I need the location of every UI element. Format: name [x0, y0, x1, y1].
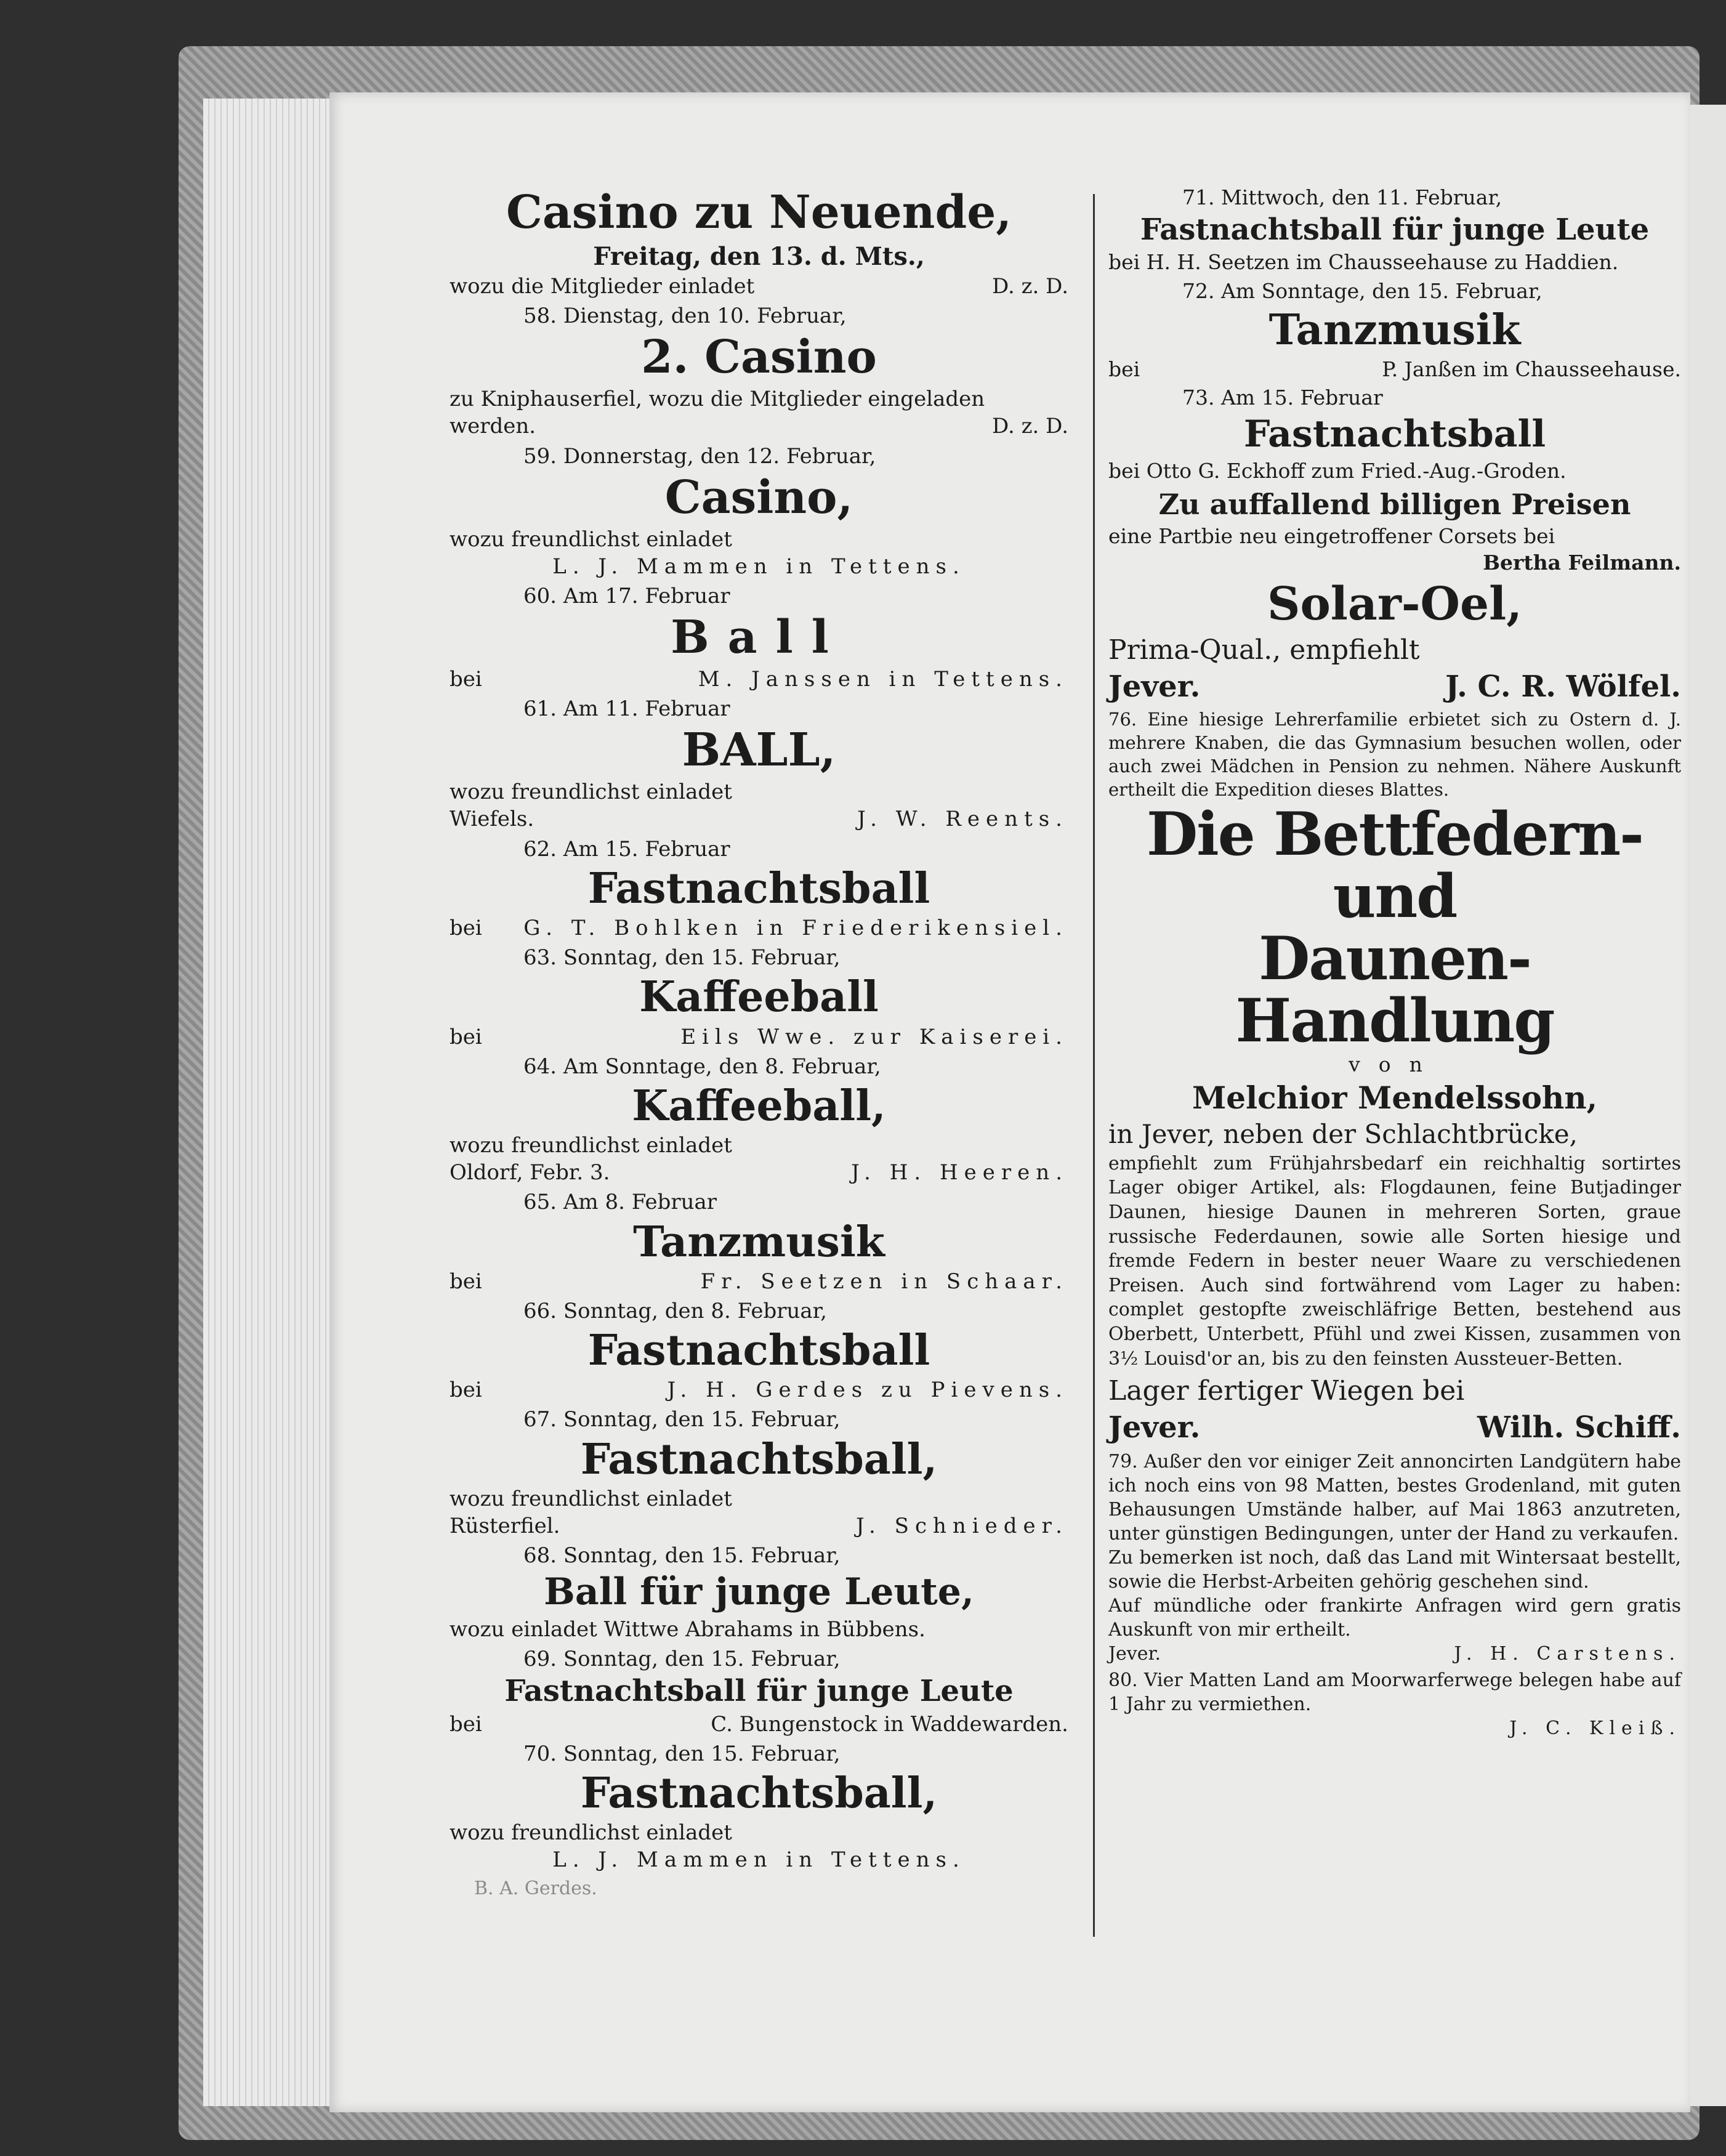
ad-text: Auf mündliche oder frankirte Anfragen wird gern gratis Auskunft von mir ertheilt. — [1108, 1594, 1681, 1641]
ad-signature: Bertha Feilmann. — [1483, 551, 1681, 575]
ad-line: bei H. H. Seetzen im Chausseehause zu Haddien. — [1108, 249, 1619, 274]
ad-prefix: bei — [450, 1711, 482, 1737]
ad-number: 59. Donnerstag, den 12. Februar, — [523, 443, 876, 469]
ad-number: 66. Sonntag, den 8. Februar, — [523, 1298, 827, 1323]
ad-80 — [1108, 1668, 1681, 1740]
ad-prefix: bei — [450, 1024, 482, 1049]
ad-headline: Kaffeeball, — [632, 1081, 886, 1131]
ad-row — [450, 1376, 1068, 1403]
ad-79 — [1108, 1450, 1681, 1666]
ad-61 — [450, 695, 1068, 833]
ad-66 — [450, 1298, 1068, 1404]
ad-headline: Fastnachtsball — [1243, 413, 1546, 456]
page-edges — [203, 99, 333, 2106]
ad-line: wozu die Mitglieder einladet — [450, 273, 755, 299]
ad-prefix: bei — [450, 1378, 482, 1403]
ad-signature: C. Bungenstock in Waddewarden. — [711, 1711, 1068, 1737]
ad-number: 64. Am Sonntage, den 8. Februar, — [523, 1054, 881, 1079]
ad-line: zu Kniphauserfiel, wozu die Mitglieder eingeladen — [450, 387, 985, 412]
ad-number: 68. Sonntag, den 15. Februar, — [523, 1543, 841, 1569]
ad-signature: D. z. D. — [991, 414, 1068, 439]
newspaper-page — [329, 92, 1690, 2112]
ad-row — [1108, 1642, 1681, 1666]
ad-headline: Ball für junge Leute, — [544, 1570, 974, 1614]
ad-place: in Jever, neben der Schlachtbrücke, — [1108, 1119, 1578, 1150]
ad-signature: J. C. R. Wölfel. — [1445, 669, 1681, 705]
ad-row — [450, 273, 1068, 300]
ad-prefix: bei — [450, 667, 482, 692]
ad-headline: Fastnachtsball für junge Leute — [1140, 212, 1650, 247]
ad-signature: J. H. Carstens. — [1454, 1642, 1681, 1665]
ad-number: 72. Am Sonntage, den 15. Februar, — [1182, 278, 1543, 303]
ad-place: Oldorf, Febr. 3. — [450, 1160, 610, 1185]
ad-headline: Casino zu Neuende, — [506, 186, 1012, 239]
column-rule — [1093, 194, 1095, 1937]
ad-67 — [450, 1406, 1068, 1540]
ad-number: 62. Am 15. Februar — [523, 836, 730, 862]
ad-prefix: bei — [450, 1269, 482, 1294]
ad-signature: Fr. Seetzen in Schaar. — [700, 1269, 1068, 1294]
ad-place: Jever. — [1108, 1410, 1201, 1445]
ad-line: Prima-Qual., empfiehlt — [1108, 634, 1420, 666]
ad-headline: Daunen-Handlung — [1235, 923, 1554, 1056]
ad-headline: Tanzmusik — [1268, 305, 1521, 355]
ad-number: 58. Dienstag, den 10. Februar, — [523, 304, 847, 329]
ad-75 — [1108, 579, 1681, 706]
ad-signature: Eils Wwe. zur Kaiserei. — [680, 1024, 1068, 1049]
ad-signature: P. Janßen im Chausseehause. — [1382, 357, 1681, 381]
ad-headline: Die Bettfedern- und — [1147, 799, 1643, 932]
ad-78 — [1108, 1373, 1681, 1447]
right-column — [1108, 185, 1681, 1743]
ad-row — [1108, 668, 1681, 706]
ad-row — [450, 914, 1068, 942]
ad-row — [450, 1023, 1068, 1051]
ad-line: wozu einladet Wittwe Abrahams in Bübbens. — [450, 1617, 926, 1642]
ad-prefix: bei — [1108, 357, 1140, 381]
ad-73 — [1108, 385, 1681, 484]
ad-line: eine Partbie neu eingetroffener Corsets bei — [1108, 524, 1555, 549]
ad-number: 69. Sonntag, den 15. Februar, — [523, 1646, 841, 1671]
ad-70 — [450, 1740, 1068, 1874]
ad-row — [450, 666, 1068, 693]
ad-74 — [1108, 487, 1681, 576]
ad-headline: Fastnachtsball — [587, 1326, 930, 1376]
ad-72 — [1108, 278, 1681, 383]
ad-signature: J. H. Heeren. — [851, 1160, 1068, 1185]
ad-number: 67. Sonntag, den 15. Februar, — [523, 1407, 841, 1432]
ad-line: wozu freundlichst einladet — [450, 1820, 732, 1846]
ad-place: Jever. — [1108, 1642, 1161, 1665]
ad-60 — [450, 583, 1068, 693]
ad-59 — [450, 443, 1068, 580]
ad-place: Jever. — [1108, 669, 1201, 705]
ad-headline: Fastnachtsball für junge Leute — [504, 1673, 1014, 1708]
ad-place: Rüsterfiel. — [450, 1514, 560, 1538]
ad-number: 70. Sonntag, den 15. Februar, — [523, 1741, 841, 1766]
ad-signature: Wilh. Schiff. — [1477, 1410, 1681, 1445]
ad-row — [450, 1159, 1068, 1186]
ad-text: 79. Außer den vor einiger Zeit annoncirten Landgütern habe ich noch eins von 98 Matten, bestes Grodenland, mit guten Behausungen Umstände halber, auf Mai 1863 anzutreten, unter günstigen Bedingungen, unter der Hand zu verkaufen. — [1108, 1450, 1681, 1544]
ad-row — [450, 413, 1068, 440]
ad-text: empfiehlt zum Frühjahrsbedarf ein reichhaltig sortirtes Lager obiger Artikel, als: Flogdaunen, feine Butjadinger Daunen, hiesige Daunen in mehreren Sorten, graue russische Federdaunen, sowie alle Sorten hiesige und fremde Federn in bester neuer Waare zu verschiedenen Preisen. Auch sind fortwährend vom Lager zu haben: complet gestopfte zweischläfrige Betten, bestehend aus Oberbett, Unterbett, Pfühl und zwei Kissen, zusammen von 3½ Louisd'or an, bis zu den feinsten Aussteuer-Betten. — [1108, 1152, 1681, 1370]
ad-text: 80. Vier Matten Land am Moorwarferwege belegen habe auf 1 Jahr zu vermiethen. — [1108, 1669, 1681, 1715]
ad-date: Freitag, den 13. d. Mts., — [593, 241, 925, 271]
ad-headline: Solar-Oel, — [1267, 578, 1522, 631]
ad-signature: J. W. Reents. — [857, 807, 1068, 832]
ad-headline: Kaffeeball — [639, 972, 879, 1022]
ad-signature: G. T. Bohlken in Friederikensiel. — [523, 915, 1068, 940]
ad-58 — [450, 302, 1068, 440]
ad-65 — [450, 1189, 1068, 1295]
bleed-through-text: B. A. Gerdes. — [474, 1877, 597, 1899]
ad-headline: Fastnachtsball — [587, 863, 930, 913]
ad-headline: Fastnachtsball, — [580, 1434, 938, 1484]
ad-headline: BALL, — [682, 724, 836, 777]
ad-line: wozu freundlichst einladet — [450, 780, 732, 805]
ad-signature: J. H. Gerdes zu Pievens. — [667, 1378, 1068, 1403]
ad-row — [1108, 357, 1681, 383]
ad-line: wozu freundlichst einladet — [450, 1486, 732, 1511]
ad-line: werden. — [450, 414, 536, 439]
ad-signature: M. Janssen in Tettens. — [698, 667, 1068, 692]
ad-68 — [450, 1542, 1068, 1643]
ad-row — [450, 1268, 1068, 1295]
ad-63 — [450, 944, 1068, 1051]
ad-number: 73. Am 15. Februar — [1182, 386, 1383, 410]
ad-76: 76. Eine hiesige Lehrerfamilie erbietet sich zu Ostern d. J. mehrere Knaben, die das Gymnasium besuchen wollen, oder auch zwei Mädchen in Pension zu nehmen. Nähere Auskunft ertheilt die Expedition dieses Blattes. — [1108, 709, 1681, 800]
ad-headline: Zu auffallend billigen Preisen — [1158, 488, 1631, 522]
ad-number: 63. Sonntag, den 15. Februar, — [523, 945, 841, 971]
ad-69 — [450, 1645, 1068, 1738]
ad-64 — [450, 1053, 1068, 1187]
ad-71 — [1108, 185, 1681, 276]
ad-merchant-name: Melchior Mendelssohn, — [1192, 1080, 1598, 1116]
ad-headline: Fastnachtsball, — [580, 1769, 938, 1819]
ad-headline: 2. Casino — [641, 331, 877, 384]
ad-row — [450, 805, 1068, 833]
ad-number: 71. Mittwoch, den 11. Februar, — [1182, 185, 1502, 209]
ad-signature: J. C. Kleiß. — [1509, 1717, 1681, 1739]
ad-62 — [450, 836, 1068, 942]
ad-prefix: bei — [450, 915, 482, 940]
ad-signature: J. Schnieder. — [856, 1514, 1068, 1538]
ad-headline: Casino, — [664, 470, 853, 524]
ad-signature: L. J. Mammen in Tettens. — [552, 554, 966, 579]
ad-77 — [1108, 799, 1681, 1371]
ad-number: 65. Am 8. Februar — [523, 1190, 717, 1215]
ad-headline: Ball — [671, 611, 847, 664]
ad-von: von — [1349, 1052, 1441, 1077]
ad-headline: Tanzmusik — [633, 1217, 885, 1267]
left-column — [450, 185, 1068, 1900]
ad-row — [450, 1711, 1068, 1738]
ad-number: 60. Am 17. Februar — [523, 583, 730, 608]
ad-text: Zu bemerken ist noch, daß das Land mit Wintersaat bestellt, sowie die Herbst-Arbeiten gehörig geschehen sind. — [1108, 1546, 1681, 1593]
ad-signature: D. z. D. — [991, 273, 1068, 299]
ad-number: 61. Am 11. Februar — [523, 696, 730, 722]
ad-line: bei Otto G. Eckhoff zum Fried.-Aug.-Groden. — [1108, 458, 1567, 483]
ad-casino-neuende — [450, 187, 1068, 300]
ad-place: Wiefels. — [450, 807, 534, 832]
ad-signature: L. J. Mammen in Tettens. — [552, 1847, 966, 1873]
ad-row — [450, 1512, 1068, 1540]
ad-line: wozu freundlichst einladet — [450, 1133, 732, 1158]
next-page-edge — [1690, 105, 1726, 2106]
ad-row — [1108, 1408, 1681, 1447]
ad-headline: Lager fertiger Wiegen bei — [1108, 1375, 1465, 1407]
ad-line: wozu freundlichst einladet — [450, 527, 732, 552]
